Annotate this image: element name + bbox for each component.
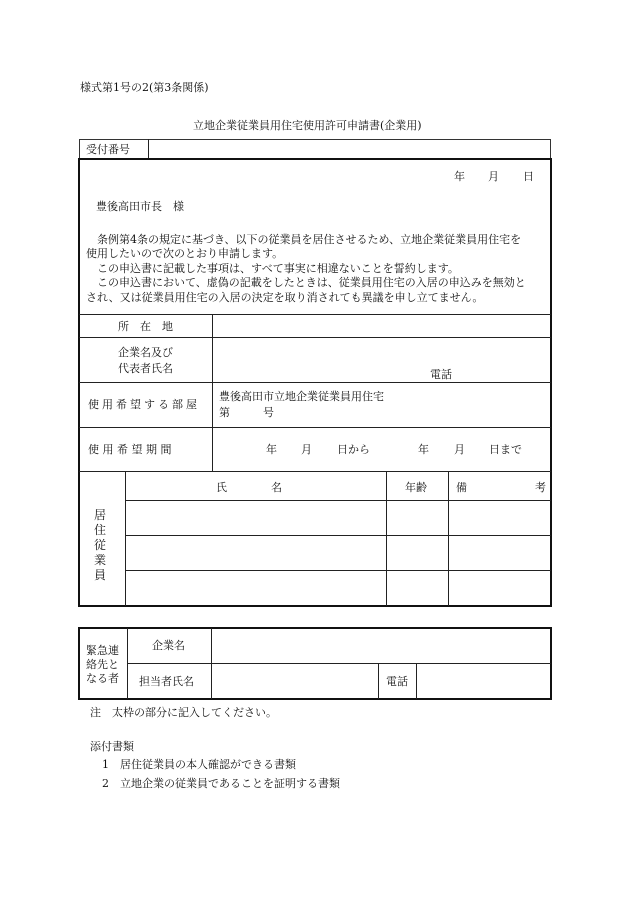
emergency-company-field[interactable]: [213, 629, 550, 662]
emergency-person-label: 担当者氏名: [139, 675, 194, 688]
reception-number-label: 受付番号: [86, 143, 130, 156]
room-label: 使用希望する部屋: [88, 398, 200, 411]
addressee: 豊後高田市長 様: [96, 200, 184, 213]
company-name-field[interactable]: [214, 339, 414, 381]
company-phone-label: 電話: [430, 368, 452, 381]
resident-2-age[interactable]: [388, 537, 447, 569]
residents-header-name: 氏 名: [216, 481, 282, 494]
emergency-phone-label: 電話: [386, 675, 408, 688]
form-number: 様式第1号の2(第3条関係): [80, 81, 209, 94]
emergency-company-label: 企業名: [152, 639, 185, 652]
form-title: 立地企業従業員用住宅使用許可申請書(企業用): [193, 119, 422, 132]
body-line-4: この申込書において、虚偽の記載をしたときは、従業員用住宅の入居の申込みを無効と: [86, 276, 526, 289]
period-label: 使 用 希 望 期 間: [88, 443, 172, 456]
emergency-side-label-2: 絡先と: [86, 658, 119, 671]
company-phone-field[interactable]: [456, 362, 548, 380]
body-line-3: この申込書に記載した事項は、すべて事実に相違ないことを誓約します。: [86, 262, 459, 275]
residents-side-label: 居住従業員: [93, 508, 106, 582]
resident-2-name[interactable]: [127, 537, 385, 569]
period-field[interactable]: [214, 429, 550, 470]
attachments-title: 添付書類: [90, 740, 134, 753]
attachment-item-2: 2 立地企業の従業員であることを証明する書類: [102, 777, 340, 790]
room-number-field[interactable]: [238, 404, 278, 420]
residents-header-note-2: 考: [535, 481, 546, 494]
period-end-month: 月: [454, 443, 465, 456]
address-label: 所 在 地: [118, 320, 173, 333]
emergency-side-label-3: なる者: [86, 672, 119, 685]
body-line-5: され、又は従業員用住宅の入居の決定を取り消されても異議を申し立てません。: [86, 291, 484, 304]
emergency-side-label-1: 緊急連: [86, 644, 119, 657]
resident-3-name[interactable]: [127, 572, 385, 605]
body-line-2: 使用したいので次のとおり申請します。: [86, 247, 284, 260]
resident-3-note[interactable]: [450, 572, 550, 605]
resident-1-note[interactable]: [450, 502, 550, 534]
period-start-year: 年: [266, 443, 277, 456]
note-text: 注 太枠の部分に記入してください。: [90, 706, 277, 719]
resident-1-name[interactable]: [127, 502, 385, 534]
residents-header-age: 年齢: [405, 481, 427, 494]
period-end-day: 日まで: [489, 443, 522, 456]
period-start-day: 日から: [337, 443, 370, 456]
residents-header-note-1: 備: [456, 481, 467, 494]
emergency-person-field[interactable]: [213, 665, 377, 698]
emergency-phone-field[interactable]: [418, 665, 550, 698]
reception-number-field[interactable]: [150, 140, 550, 158]
address-field[interactable]: [214, 316, 550, 336]
room-value-line2: 第 号: [219, 406, 274, 419]
resident-1-age[interactable]: [388, 502, 447, 534]
period-end-year: 年: [418, 443, 429, 456]
body-line-1: 条例第4条の規定に基づき、以下の従業員を居住させるため、立地企業従業員用住宅を: [86, 233, 522, 246]
resident-2-note[interactable]: [450, 537, 550, 569]
date-day: 日: [523, 170, 534, 183]
attachment-item-1: 1 居住従業員の本人確認ができる書類: [102, 758, 296, 771]
date-month: 月: [488, 170, 499, 183]
period-start-month: 月: [301, 443, 312, 456]
room-value-line1: 豊後高田市立地企業従業員用住宅: [219, 390, 384, 403]
company-label-line2: 代表者氏名: [118, 362, 173, 375]
resident-3-age[interactable]: [388, 572, 447, 605]
company-label-line1: 企業名及び: [118, 346, 173, 359]
date-year: 年: [454, 170, 465, 183]
